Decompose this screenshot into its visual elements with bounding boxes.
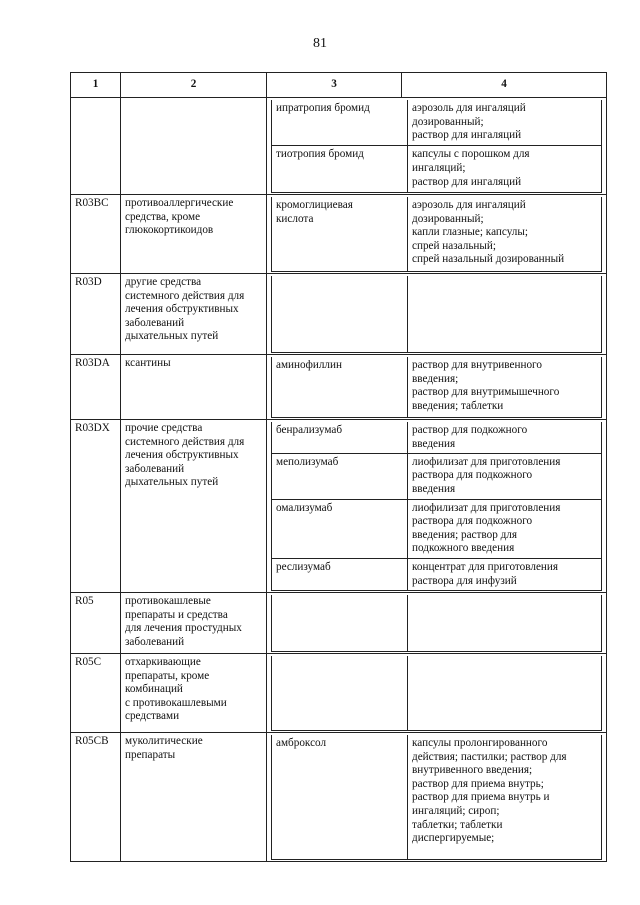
dosage-form-line: капсулы с порошком для [412, 148, 530, 161]
table-body [71, 98, 607, 862]
dosage-form-cell [408, 197, 602, 272]
drug-name-cell [272, 357, 408, 418]
drug-item-row [272, 595, 602, 652]
drug-items-cell [267, 274, 607, 355]
dosage-form-line: дозированный; [412, 115, 484, 128]
drug-item-row [272, 499, 602, 559]
drug-item-row [272, 656, 602, 731]
group-name-line: заболеваний [125, 635, 185, 648]
dosage-form-line: раствор для подкожного [412, 424, 528, 436]
atc-code-cell: R05 [71, 593, 121, 654]
dosage-form-line: диспергируемые; [412, 832, 495, 845]
drug-name-cell [272, 453, 408, 499]
drug-name-cell [272, 100, 408, 146]
group-name-cell [121, 733, 267, 862]
atc-code-cell: R03DX [71, 420, 121, 593]
dosage-form-line: действия; пастилки; раствор для [412, 750, 567, 763]
dosage-form-line: концентрат для приготовления [412, 561, 559, 574]
dosage-form-line: лиофилизат для приготовления [412, 501, 561, 514]
dosage-form-line: ингаляций; сироп; [412, 804, 500, 817]
dosage-form-line: ингаляций; [412, 162, 466, 175]
group-name-cell [121, 593, 267, 654]
header-col-1: 1 [71, 73, 121, 98]
drug-name-line: бенрализумаб [276, 424, 343, 436]
dosage-form-cell [408, 559, 602, 591]
drug-item-row [272, 276, 602, 353]
atc-code-cell: R03DA [71, 355, 121, 420]
drug-item-row [272, 146, 602, 193]
drug-item-row [272, 100, 602, 146]
group-name-line: системного действия для [125, 289, 245, 302]
dosage-form-line: введения; раствор для [412, 528, 518, 541]
dosage-form-line: раствор для приема внутрь; [412, 777, 544, 790]
dosage-form-line: аэрозоль для ингаляций [412, 102, 526, 114]
drug-name-line: аминофиллин [276, 359, 342, 371]
group-name-line: комбинаций [125, 683, 183, 696]
dosage-form-line: лиофилизат для приготовления [412, 455, 561, 468]
dosage-form-line: введения [412, 437, 456, 450]
drug-name-cell [272, 559, 408, 591]
drug-items-table [271, 276, 602, 353]
dosage-form-cell [408, 656, 602, 731]
drug-item-row [272, 735, 602, 860]
drug-items-cell [267, 733, 607, 862]
drug-name-line: ипратропия бромид [276, 102, 370, 114]
drug-item-row [272, 559, 602, 591]
group-name-line: для лечения простудных [125, 622, 242, 635]
group-name-line: заболеваний [125, 316, 185, 329]
table-row [71, 195, 607, 274]
drug-item-row [272, 197, 602, 272]
group-name-cell [121, 274, 267, 355]
table-row [71, 654, 607, 733]
drug-table [70, 72, 607, 862]
dosage-form-cell [408, 422, 602, 453]
drug-items-cell [267, 195, 607, 274]
group-name-line: лечения обструктивных [125, 449, 239, 462]
group-name-cell [121, 420, 267, 593]
drug-name-cell [272, 197, 408, 272]
group-name-line: другие средства [125, 276, 202, 288]
dosage-form-line: спрей назальный дозированный [412, 253, 565, 266]
group-name-line: средства, кроме [125, 210, 201, 223]
table-row [71, 274, 607, 355]
group-name-cell [121, 654, 267, 733]
drug-items-table [271, 197, 602, 272]
atc-code-cell [71, 98, 121, 195]
drug-item-row [272, 422, 602, 453]
dosage-form-line: раствор для внутривенного [412, 359, 542, 371]
table-row [71, 733, 607, 862]
dosage-form-line: подкожного введения [412, 542, 515, 555]
group-name-line: заболеваний [125, 462, 185, 475]
group-name-line: дыхательных путей [125, 330, 219, 343]
dosage-form-line: внутривенного введения; [412, 764, 533, 777]
header-col-3: 3 [267, 73, 402, 98]
dosage-form-line: таблетки; таблетки [412, 818, 503, 831]
group-name-line: препараты [125, 748, 176, 761]
drug-name-line: кромоглициевая [276, 199, 353, 211]
group-name-line: отхаркивающие [125, 656, 201, 668]
table-row [71, 98, 607, 195]
dosage-form-cell [408, 453, 602, 499]
drug-item-row [272, 357, 602, 418]
group-name-cell [121, 355, 267, 420]
atc-code-cell: R05C [71, 654, 121, 733]
group-name-line: дыхательных путей [125, 476, 219, 489]
group-name-cell [121, 98, 267, 195]
table-row [71, 593, 607, 654]
drug-name-cell [272, 276, 408, 353]
header-col-4: 4 [402, 73, 607, 98]
dosage-form-cell [408, 146, 602, 193]
drug-name-cell [272, 735, 408, 860]
dosage-form-cell [408, 357, 602, 418]
dosage-form-line: введения [412, 483, 456, 496]
dosage-form-line: введения; таблетки [412, 399, 504, 412]
atc-code-cell: R03BC [71, 195, 121, 274]
drug-name-cell [272, 146, 408, 193]
group-name-line: препараты, кроме [125, 669, 210, 682]
drug-items-table [271, 100, 602, 193]
atc-code-cell: R05CB [71, 733, 121, 862]
dosage-form-line: раствора для инфузий [412, 574, 517, 587]
drug-items-table [271, 595, 602, 652]
drug-items-cell [267, 355, 607, 420]
drug-name-line: меполизумаб [276, 455, 339, 468]
drug-name-line: амброксол [276, 737, 327, 749]
drug-items-table [271, 656, 602, 731]
header-row [71, 73, 607, 98]
dosage-form-line: капсулы пролонгированного [412, 737, 548, 749]
page-number: 81 [313, 36, 327, 51]
dosage-form-line: раствор для ингаляций [412, 129, 522, 142]
drug-items-cell [267, 593, 607, 654]
dosage-form-cell [408, 735, 602, 860]
drug-name-line: кислота [276, 212, 314, 225]
drug-name-cell [272, 656, 408, 731]
group-name-line: противоаллергические [125, 197, 234, 209]
group-name-line: прочие средства [125, 422, 203, 434]
dosage-form-line: спрей назальный; [412, 239, 497, 252]
group-name-line: глюкокортикоидов [125, 224, 214, 237]
group-name-line: ксантины [125, 357, 171, 369]
dosage-form-line: раствора для подкожного [412, 469, 533, 482]
drug-name-line: омализумаб [276, 501, 333, 514]
dosage-form-line: капли глазные; капсулы; [412, 226, 528, 239]
drug-name-line: тиотропия бромид [276, 148, 364, 161]
drug-name-line: реслизумаб [276, 561, 331, 574]
dosage-form-cell [408, 595, 602, 652]
drug-items-table [271, 422, 602, 591]
header-col-2: 2 [121, 73, 267, 98]
group-name-line: лечения обструктивных [125, 303, 239, 316]
drug-items-table [271, 357, 602, 418]
dosage-form-cell [408, 100, 602, 146]
dosage-form-line: раствор для приема внутрь и [412, 791, 550, 804]
group-name-line: средствами [125, 710, 180, 723]
dosage-form-line: раствор для внутримышечного [412, 386, 560, 399]
drug-name-cell [272, 499, 408, 559]
dosage-form-cell [408, 276, 602, 353]
group-name-line: системного действия для [125, 435, 245, 448]
drug-items-table [271, 735, 602, 860]
table-row [71, 420, 607, 593]
drug-items-cell [267, 98, 607, 195]
table-row [71, 355, 607, 420]
dosage-form-line: раствор для ингаляций [412, 175, 522, 188]
group-name-cell [121, 195, 267, 274]
drug-name-cell [272, 422, 408, 453]
group-name-line: муколитические [125, 735, 203, 747]
group-name-line: препараты и средства [125, 608, 228, 621]
drug-name-cell [272, 595, 408, 652]
dosage-form-line: раствора для подкожного [412, 515, 533, 528]
drug-items-cell [267, 420, 607, 593]
drug-items-cell [267, 654, 607, 733]
dosage-form-line: введения; [412, 372, 459, 385]
dosage-form-cell [408, 499, 602, 559]
drug-item-row [272, 453, 602, 499]
group-name-line: с противокашлевыми [125, 696, 227, 709]
atc-code-cell: R03D [71, 274, 121, 355]
dosage-form-line: дозированный; [412, 212, 484, 225]
group-name-line: противокашлевые [125, 595, 211, 607]
dosage-form-line: аэрозоль для ингаляций [412, 199, 526, 211]
